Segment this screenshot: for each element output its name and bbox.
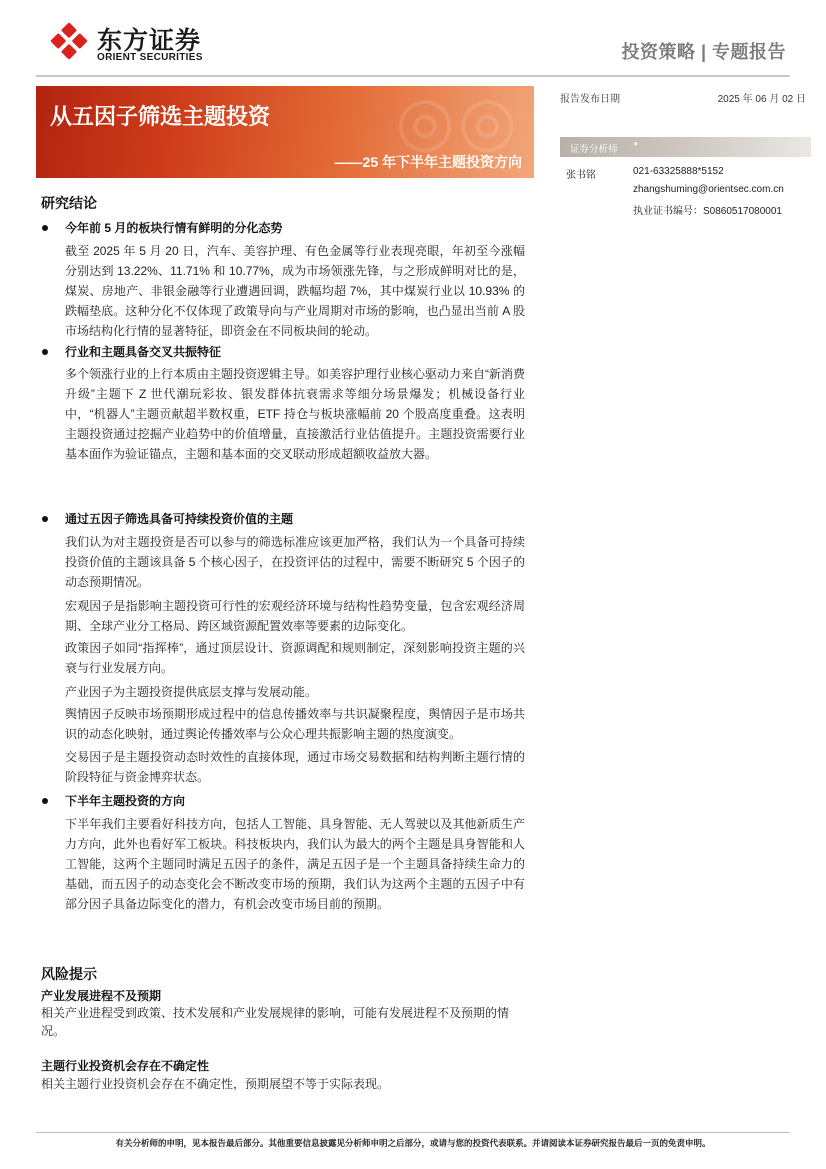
orient-securities-logo-icon [50, 22, 88, 60]
risk-heading-2: 主题行业投资机会存在不确定性 [41, 1059, 210, 1073]
title-banner [36, 86, 534, 178]
publish-date-value: 2025 年 06 月 02 日 [717, 94, 806, 105]
publish-date-label: 报告发布日期 [560, 94, 620, 105]
conclusion-paragraph: 多个领涨行业的上行本质由主题投资逻辑主导。如美容护理行业核心驱动力来自“新消费升级”主题下 Z 世代潮玩彩妆、银发群体抗衰需求等细分场景爆发；机械设备行业中，“机器人”主题贡献超半数权重，ETF 持仓与板块涨幅前 20 个股高度重叠。这表明主题投资通过挖掘产业趋势中的价值增量，直接激活行业估值提升。主题投资需要行业基本面作为验证锚点，主题和基本面的交叉联动形成超额收益放大器。 [65, 367, 525, 461]
conclusion-heading-4: 下半年主题投资的方向 [65, 794, 186, 808]
brand-name-cn: 东方证券 [97, 27, 202, 55]
report-subtitle: ——25 年下半年主题投资方向 [334, 154, 522, 170]
risk-text-2: 相关主题行业投资机会存在不确定性，预期展望不等于实际表现。 [41, 1077, 390, 1091]
header-divider [36, 75, 790, 77]
conclusion-heading-1: 今年前 5 月的板块行情有鲜明的分化态势 [65, 221, 283, 235]
conclusion-paragraph: 我们认为对主题投资是否可以参与的筛选标准应该更加严格，我们认为一个具备可持续投资价值的主题该具备 5 个核心因子，在投资评估的过程中，需要不断研究 5 个因子的动态预期情况。 [65, 535, 525, 589]
bullet-icon [42, 349, 48, 355]
footer-divider [36, 1132, 790, 1133]
bullet-icon [42, 516, 48, 522]
risk-heading-1: 产业发展进程不及预期 [41, 989, 162, 1003]
brand-name-en: ORIENT SECURITIES [97, 52, 203, 63]
conclusion-heading-2: 行业和主题具备交叉共振特征 [65, 345, 222, 359]
analyst-name: 张书铭 [566, 170, 596, 181]
analyst-license: 执业证书编号：S0860517080001 [633, 206, 782, 217]
analyst-label: 证券分析师 [570, 144, 618, 155]
risk-text-1: 相关产业进程受到政策、技术发展和产业发展规律的影响，可能有发展进程不及预期的情况。 [41, 1006, 510, 1038]
conclusion-paragraph: 交易因子是主题投资动态时效性的直接体现，通过市场交易数据和结构判断主题行情的阶段特征与资金博弈状态。 [65, 750, 525, 784]
bullet-icon [42, 798, 48, 804]
conclusion-paragraph: 截至 2025 年 5 月 20 日，汽车、美容护理、有色金属等行业表现亮眼，年初至今涨幅分别达到 13.22%、11.71% 和 10.77%，成为市场领涨先锋，与之形成鲜明对比的是，煤炭、房地产、非银金融等行业遭遇回调，跌幅均超 7%，其中煤炭行业以 10.93% 的跌幅垫底。这种分化不仅体现了政策导向与产业周期对市场的影响，也凸显出当前 A 股市场结构化行情的显著特征，即资金在不同板块间的轮动。 [65, 244, 525, 338]
report-title: 从五因子筛选主题投资 [50, 104, 271, 129]
bullet-icon [42, 225, 48, 231]
conclusion-paragraph: 产业因子为主题投资提供底层支撑与发展动能。 [65, 685, 318, 699]
risk-title: 风险提示 [41, 966, 97, 982]
analyst-header-bar [560, 137, 811, 157]
conclusion-paragraph: 下半年我们主要看好科技方向，包括人工智能、具身智能、无人驾驶以及其他新质生产力方向，此外也看好军工板块。科技板块内，我们认为最大的两个主题是具身智能和人工智能，这两个主题同时满足五因子的条件，满足五因子是一个主题具备持续生命力的基础，而五因子的动态变化会不断改变市场的预期，我们认为这两个主题的五因子中有部分因子具备边际变化的潜力，有机会改变市场目前的预期。 [65, 817, 525, 911]
conclusion-paragraph: 舆情因子反映市场预期形成过程中的信息传播效率与共识凝聚程度，舆情因子是市场共识的动态化映射，通过舆论传播效率与公众心理共振影响主题的热度演变。 [65, 707, 525, 741]
conclusion-paragraph: 宏观因子是指影响主题投资可行性的宏观经济环境与结构性趋势变量，包含宏观经济周期、全球产业分工格局、跨区域资源配置效率等要素的边际变化。 [65, 599, 525, 633]
conclusion-title: 研究结论 [41, 195, 97, 211]
footer-disclaimer: 有关分析师的申明，见本报告最后部分。其他重要信息披露见分析师申明之后部分，或请与您的投资代表联系。并请阅读本证券研究报告最后一页的免责申明。 [115, 1138, 711, 1148]
conclusion-heading-3: 通过五因子筛选具备可持续投资价值的主题 [65, 512, 294, 526]
conclusion-paragraph: 政策因子如同“指挥棒”，通过顶层设计、资源调配和规则制定，深刻影响投资主题的兴衰与行业发展方向。 [65, 641, 525, 675]
dot-icon: ▪ [634, 139, 638, 150]
report-category: 投资策略 | 专题报告 [621, 42, 786, 62]
analyst-email: zhangshuming@orientsec.com.cn [633, 184, 784, 195]
banner-decoration: ◎◎ [395, 86, 520, 159]
analyst-phone: 021-63325888*5152 [633, 166, 724, 177]
